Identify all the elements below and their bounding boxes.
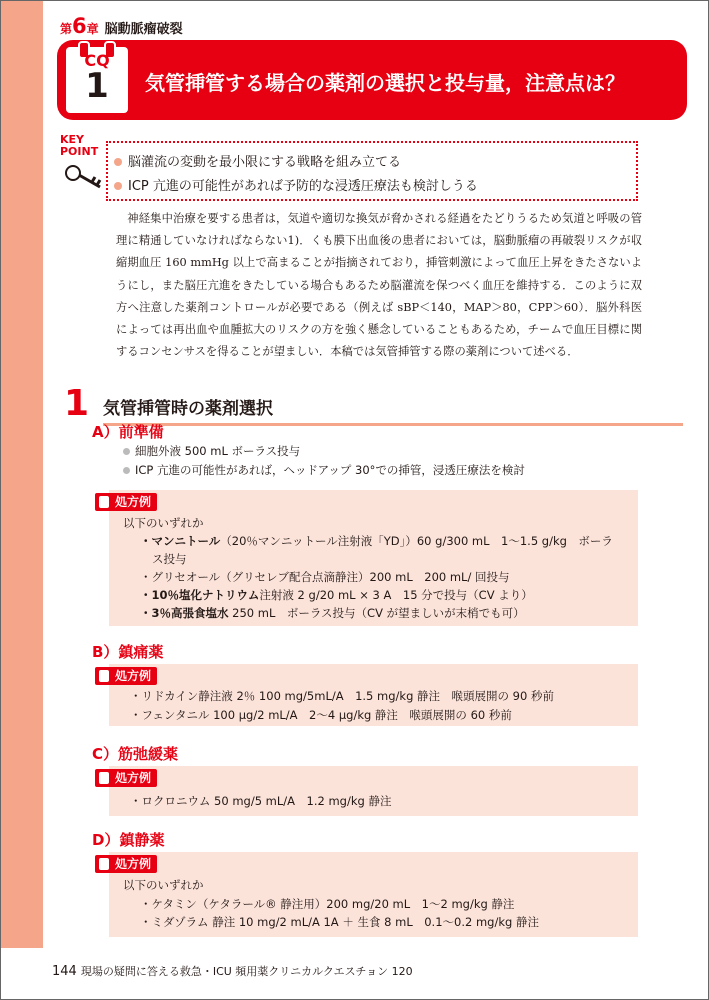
prescription-line: ・リドカイン静注液 2％ 100 mg/5mL/A 1.5 mg/kg 静注 喉頭展開の 90 秒前 (130, 689, 554, 703)
bullet-icon (123, 448, 130, 455)
prescription-line: ・10％塩化ナトリウム注射液 2 g/20 mL × 3 A 15 分で投与（CV より） (140, 588, 533, 602)
infusion-bag-icon (99, 772, 109, 784)
section-number: 1 (64, 383, 90, 424)
prescription-intro: 以下のいずれか (123, 878, 204, 892)
subsection-heading-b: B）鎮痛薬 (92, 643, 164, 661)
page-footer (52, 963, 413, 979)
subsection-heading-d: D）鎮静薬 (92, 831, 165, 849)
intro-paragraph: 神経集中治療を要する患者は，気道や適切な換気が脅かされる経過をたどりうるため気道と呼吸の管理に精通していなければならない1)．くも膜下出血後の患者においては，脳動脈瘤の再破裂リスクが収縮期血圧 160 mmHg 以上で高まることが指摘されており，挿管刺激によって血圧上昇をきたさないようにし，また脳圧亢進をきたしている場合もあるため脳灌流を保つべく血圧を維持する．このように双方へ注意した薬剤コントロールが必要である（例えば sBP＜140，MAP＞80，CPP＞60）．脳外科医によっては再出血や血腫拡大のリスクの方を強く懸念していることもあるため，チームで血圧目標に関するコンセンサスを得ることが望ましい．本稿では気管挿管する際の薬剤について述べる． (116, 212, 642, 359)
prescription-line: ス投与 (152, 552, 187, 566)
page-number: 144 (52, 964, 77, 979)
prescription-intro: 以下のいずれか (123, 516, 204, 530)
subsection-heading-c: C）筋弛緩薬 (92, 745, 179, 763)
prescription-line: ・ケタミン（ケタラール® 静注用）200 mg/20 mL 1～2 mg/kg 静注 (140, 897, 515, 911)
cq-card (66, 47, 128, 113)
bullet-icon (123, 467, 130, 474)
subsection-heading-a: A）前準備 (92, 423, 164, 441)
infusion-bag-icon (99, 496, 109, 508)
prescription-label: 処方例 (95, 493, 157, 511)
cq-number: 1 (85, 66, 109, 106)
prescription-line: ・フェンタニル 100 μg/2 mL/A 2～4 μg/kg 静注 喉頭展開の 60 秒前 (130, 708, 512, 722)
keypoint-item: ICP 亢進の可能性があれば予防的な浸透圧療法も検討しうる (114, 175, 478, 194)
prescription-label: 処方例 (95, 855, 157, 873)
chapter-tab-band (1, 1, 43, 948)
prescription-label: 処方例 (95, 769, 157, 787)
book-title: 現場の疑問に答える救急・ICU 頻用薬クリニカルクエスチョン 120 (80, 965, 413, 978)
prescription-line: ・マンニトール（20％マンニットール注射液「YD」）60 g/300 mL 1～1.5 g/kg ボーラ (140, 534, 613, 548)
section-title: 気管挿管時の薬剤選択 (103, 394, 683, 426)
chapter-heading: 第6章 脳動脈瘤破裂 (60, 14, 183, 38)
infusion-bag-icon (99, 858, 109, 870)
keypoint-item: 脳灌流の変動を最小限にする戦略を組み立てる (114, 151, 401, 170)
list-item: ICP 亢進の可能性があれば，ヘッドアップ 30°での挿管，浸透圧療法を検討 (123, 462, 525, 478)
key-icon (64, 160, 104, 192)
bullet-icon (114, 158, 122, 166)
cq-title: 気管挿管する場合の薬剤の選択と投与量，注意点は？ (145, 71, 625, 95)
prescription-line: ・ロクロニウム 50 mg/5 mL/A 1.2 mg/kg 静注 (130, 794, 392, 808)
bullet-icon (114, 182, 122, 190)
infusion-bag-icon (99, 670, 109, 682)
cq-label: CQ (84, 51, 110, 70)
prescription-line: ・ミダゾラム 静注 10 mg/2 mL/A 1A ＋ 生食 8 mL 0.1～0.2 mg/kg 静注 (140, 915, 539, 929)
prescription-line: ・3％高張食塩水 250 mL ボーラス投与（CV が望ましいが末梢でも可） (140, 606, 525, 620)
prescription-line: ・グリセオール（グリセレブ配合点滴静注）200 mL 200 mL/ 回投与 (140, 570, 510, 584)
keypoint-label: KEY POINT (60, 133, 99, 158)
prescription-label: 処方例 (95, 667, 157, 685)
list-item: 細胞外液 500 mL ボーラス投与 (123, 443, 300, 459)
